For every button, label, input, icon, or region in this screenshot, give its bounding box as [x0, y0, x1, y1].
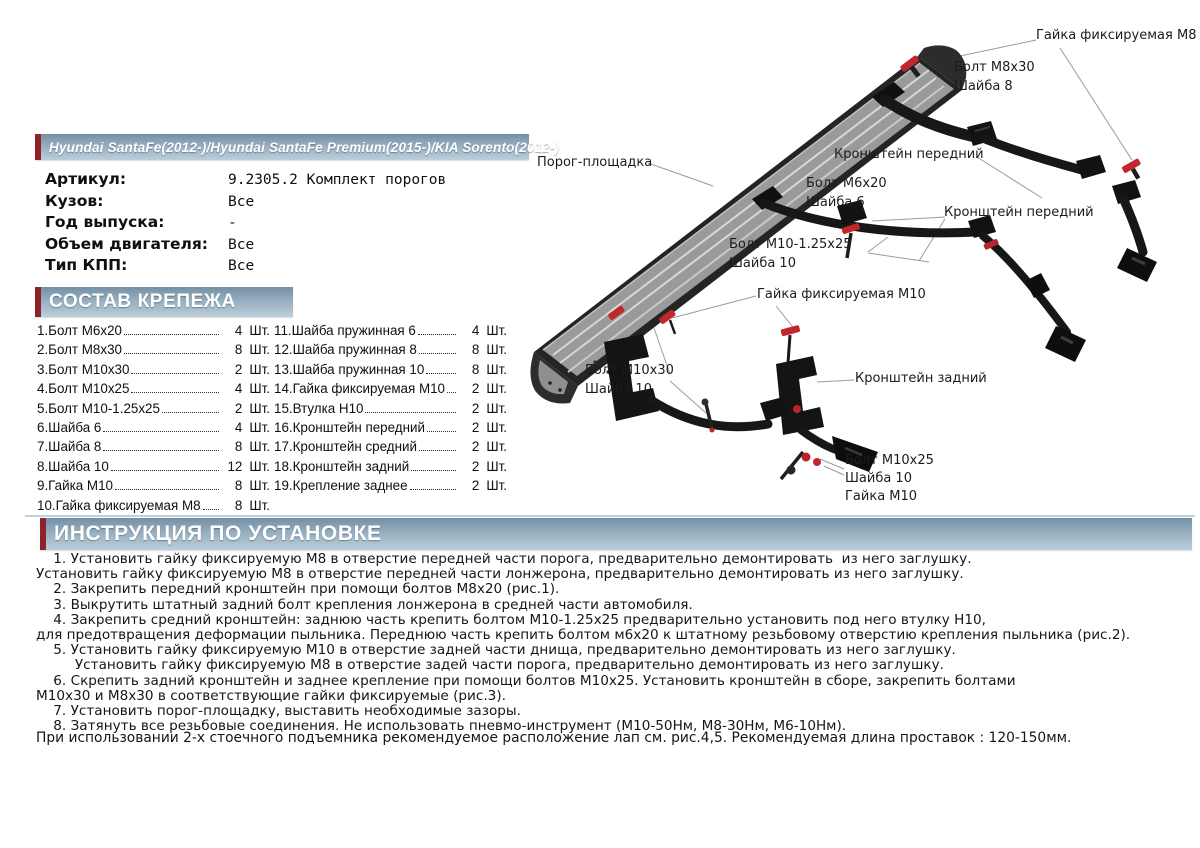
part-row: [37, 459, 270, 478]
diagram-label: Болт М10х25: [845, 453, 934, 468]
part-name: 17.Кронштейн средний: [274, 439, 417, 455]
part-row: [37, 381, 270, 400]
dotted-leader: [411, 470, 456, 471]
part-qty: 2: [471, 458, 480, 474]
info-row: [45, 256, 525, 278]
section-divider: [25, 515, 1195, 517]
dotted-leader: [103, 431, 219, 432]
diagram-label: Болт М10х30: [585, 363, 674, 378]
dotted-leader: [419, 353, 457, 354]
dotted-leader: [203, 509, 220, 510]
red-accent-stripe: [40, 518, 46, 550]
part-unit: Шт.: [486, 400, 507, 416]
part-name: 4.Болт М10х25: [37, 381, 130, 397]
part-qty: 8: [234, 478, 243, 494]
dotted-leader: [124, 353, 219, 354]
part-row: [274, 478, 507, 497]
dotted-leader: [418, 334, 457, 335]
instruction-line: Установить гайку фиксируемую М8 в отверстие передней части лонжерона, предварительно демонтировать из него заглушку.: [36, 566, 964, 583]
info-value: Все: [228, 236, 255, 253]
part-name: 16.Кронштейн передний: [274, 419, 425, 435]
diagram-label: Шайба 6: [806, 195, 865, 210]
part-unit: Шт.: [249, 478, 270, 494]
dotted-leader: [419, 450, 456, 451]
dotted-leader: [103, 450, 219, 451]
info-value: 9.2305.2 Комплект порогов: [228, 172, 447, 188]
part-qty: 8: [234, 439, 243, 455]
part-unit: Шт.: [486, 439, 507, 455]
part-name: 11.Шайба пружинная 6: [274, 323, 416, 338]
dotted-leader: [426, 373, 456, 374]
part-row: [37, 478, 270, 497]
part-qty: 4: [471, 323, 480, 338]
diagram-label: Кронштейн передний: [944, 205, 1094, 220]
instruction-line: 4. Закрепить средний кронштейн: заднюю часть крепить болтом М10-1.25х25 предварительно установить под него втулку Н10,: [36, 611, 987, 628]
info-label: Артикул:: [45, 170, 127, 188]
part-unit: Шт.: [249, 323, 270, 338]
diagram-label: Шайба 10: [729, 256, 796, 271]
part-name: 9.Гайка М10: [37, 478, 113, 494]
part-row: [274, 420, 507, 439]
instruction-line: 1. Установить гайку фиксируемую М8 в отверстие передней части порога, предварительно демонтировать из него заглушку.: [36, 551, 972, 567]
dotted-leader: [162, 412, 219, 413]
part-name: 5.Болт М10-1.25х25: [37, 400, 160, 416]
part-unit: Шт.: [486, 342, 507, 358]
assembly-diagram: [520, 0, 1200, 515]
diagram-label: Порог-площадка: [537, 155, 653, 170]
instruction-line: 5. Установить гайку фиксируемую М10 в отверстие задней части днища, предварительно демонтировать из него заглушку.: [36, 642, 956, 659]
part-unit: Шт.: [249, 381, 270, 397]
red-accent-stripe: [35, 287, 41, 317]
dotted-leader: [131, 373, 219, 374]
part-unit: Шт.: [249, 458, 270, 474]
running-board: [530, 45, 966, 403]
part-qty: 2: [471, 400, 480, 416]
diagram-label: Болт М6х20: [806, 176, 887, 191]
footer-note: При использовании 2-х стоечного подъемника рекомендуемое расположение лап см. рис.4,5. Рекомендуемая длина проставок : 120-150мм.: [36, 730, 1072, 746]
parts-column-2: [274, 323, 507, 498]
part-qty: 2: [234, 400, 243, 416]
info-value: -: [228, 215, 237, 231]
part-name: 19.Крепление заднее: [274, 478, 408, 494]
parts-column-1: [37, 323, 270, 517]
part-unit: Шт.: [249, 439, 270, 455]
diagram-label: Болт М8х30: [954, 60, 1035, 75]
dotted-leader: [447, 392, 456, 393]
part-name: 10.Гайка фиксируемая М8: [37, 497, 201, 513]
part-name: 14.Гайка фиксируемая М10: [274, 381, 446, 397]
instruction-line: для предотвращения деформации пыльника. Переднюю часть крепить болтом м6х20 к штатному резьбовому отверстию крепления пыльника (рис.2).: [36, 626, 1131, 643]
vehicle-models-text: Hyundai SantaFe(2012-)/Hyundai SantaFe Premium(2015-)/KIA Sorento(2012-): [49, 139, 560, 155]
part-qty: 8: [234, 342, 243, 358]
instructions-section-bar: [40, 518, 1192, 550]
instruction-line: 6. Скрепить задний кронштейн и заднее крепление при помощи болтов М10х25. Установить кронштейн в сборе, закрепить болтами: [36, 672, 1016, 689]
part-name: 6.Шайба 6: [37, 419, 102, 435]
instruction-line: 3. Выкрутить штатный задний болт крепления лонжерона в средней части автомобиля.: [36, 596, 693, 613]
part-qty: 8: [471, 342, 480, 358]
part-unit: Шт.: [486, 458, 507, 474]
part-row: [37, 323, 270, 342]
part-unit: Шт.: [249, 400, 270, 416]
part-unit: Шт.: [249, 342, 270, 358]
diagram-label: Гайка М10: [845, 489, 918, 504]
part-name: 1.Болт М6х20: [37, 323, 122, 338]
part-row: [274, 439, 507, 458]
part-name: 12.Шайба пружинная 8: [274, 342, 417, 358]
part-row: [37, 420, 270, 439]
vehicle-models-bar: [35, 134, 560, 160]
part-qty: 4: [234, 381, 243, 397]
part-name: 3.Болт М10х30: [37, 361, 130, 377]
part-qty: 2: [471, 478, 480, 494]
diagonal-strut: [983, 236, 1086, 362]
diagram-label: Кронштейн задний: [855, 371, 987, 386]
dotted-leader: [427, 431, 456, 432]
part-row: [274, 323, 507, 342]
part-qty: 4: [234, 323, 243, 338]
dotted-leader: [365, 412, 456, 413]
part-unit: Шт.: [486, 478, 507, 494]
part-unit: Шт.: [486, 381, 507, 397]
diagram-label: Болт М10-1.25х25: [729, 237, 852, 252]
instructions-text: [36, 552, 1196, 734]
diagram-label: Шайба 10: [845, 471, 912, 486]
part-qty: 2: [471, 381, 480, 397]
part-row: [274, 401, 507, 420]
info-value: Все: [228, 258, 255, 274]
part-qty: 2: [234, 361, 243, 377]
instruction-line: 2. Закрепить передний кронштейн при помощи болтов М8х20 (рис.1).: [36, 581, 560, 598]
part-unit: Шт.: [249, 497, 270, 513]
dotted-leader: [115, 489, 219, 490]
info-label: Кузов:: [45, 191, 104, 210]
info-label: Год выпуска:: [45, 213, 165, 231]
diagram-label: Шайба 8: [954, 79, 1013, 94]
dotted-leader: [131, 392, 219, 393]
part-row: [274, 459, 507, 478]
part-row: [37, 439, 270, 458]
instructions-section-title: ИНСТРУКЦИЯ ПО УСТАНОВКЕ: [54, 522, 382, 545]
part-name: 15.Втулка Н10: [274, 400, 364, 416]
part-qty: 8: [471, 361, 480, 377]
hardware-section-title: СОСТАВ КРЕПЕЖА: [49, 291, 236, 312]
part-name: 2.Болт М8х30: [37, 342, 122, 358]
part-row: [37, 362, 270, 381]
part-name: 13.Шайба пружинная 10: [274, 361, 425, 377]
part-qty: 2: [471, 419, 480, 435]
part-name: 18.Кронштейн задний: [274, 458, 410, 474]
info-value: Все: [228, 193, 255, 210]
part-name: 7.Шайба 8: [37, 439, 102, 455]
part-unit: Шт.: [486, 419, 507, 435]
info-row: [45, 213, 525, 235]
part-row: [37, 342, 270, 361]
part-row: [274, 342, 507, 361]
part-qty: 2: [471, 439, 480, 455]
instruction-line: 8. Затянуть все резьбовые соединения. Не использовать пневмо-инструмент (М10-50Нм, М8-30Нм, М6-10Нм).: [36, 718, 847, 735]
part-unit: Шт.: [486, 323, 507, 338]
part-qty: 4: [234, 419, 243, 435]
red-accent-stripe: [35, 134, 41, 160]
info-row: [45, 192, 525, 214]
part-unit: Шт.: [249, 361, 270, 377]
diagram-label: Гайка фиксируемая М8: [1036, 28, 1197, 43]
dotted-leader: [111, 470, 220, 471]
diagram-label: Гайка фиксируемая М10: [757, 287, 926, 302]
instruction-line: М10х30 и М8х30 в соответствующие гайки фиксируемые (рис.3).: [36, 687, 506, 704]
info-label: Тип КПП:: [45, 256, 128, 274]
info-row: [45, 235, 525, 257]
part-qty: 12: [227, 458, 243, 474]
part-name: 8.Шайба 10: [37, 458, 109, 474]
part-unit: Шт.: [249, 419, 270, 435]
product-info: [45, 170, 525, 278]
dotted-leader: [124, 334, 219, 335]
instruction-line: 7. Установить порог-площадку, выставить необходимые зазоры.: [36, 702, 521, 719]
part-row: [274, 381, 507, 400]
diagram-label: Кронштейн передний: [834, 147, 984, 162]
info-label: Объем двигателя:: [45, 234, 208, 253]
part-unit: Шт.: [486, 361, 507, 377]
dotted-leader: [410, 489, 457, 490]
part-row: [274, 362, 507, 381]
hardware-section-bar: [35, 287, 293, 317]
part-qty: 8: [234, 497, 243, 513]
info-row: [45, 170, 525, 192]
instruction-line: Установить гайку фиксируемую М8 в отверстие задей части порога, предварительно демонтировать из него заглушку.: [36, 657, 944, 674]
part-row: [37, 401, 270, 420]
part-row: [37, 498, 270, 517]
diagram-label: Шайба 10: [585, 382, 652, 397]
